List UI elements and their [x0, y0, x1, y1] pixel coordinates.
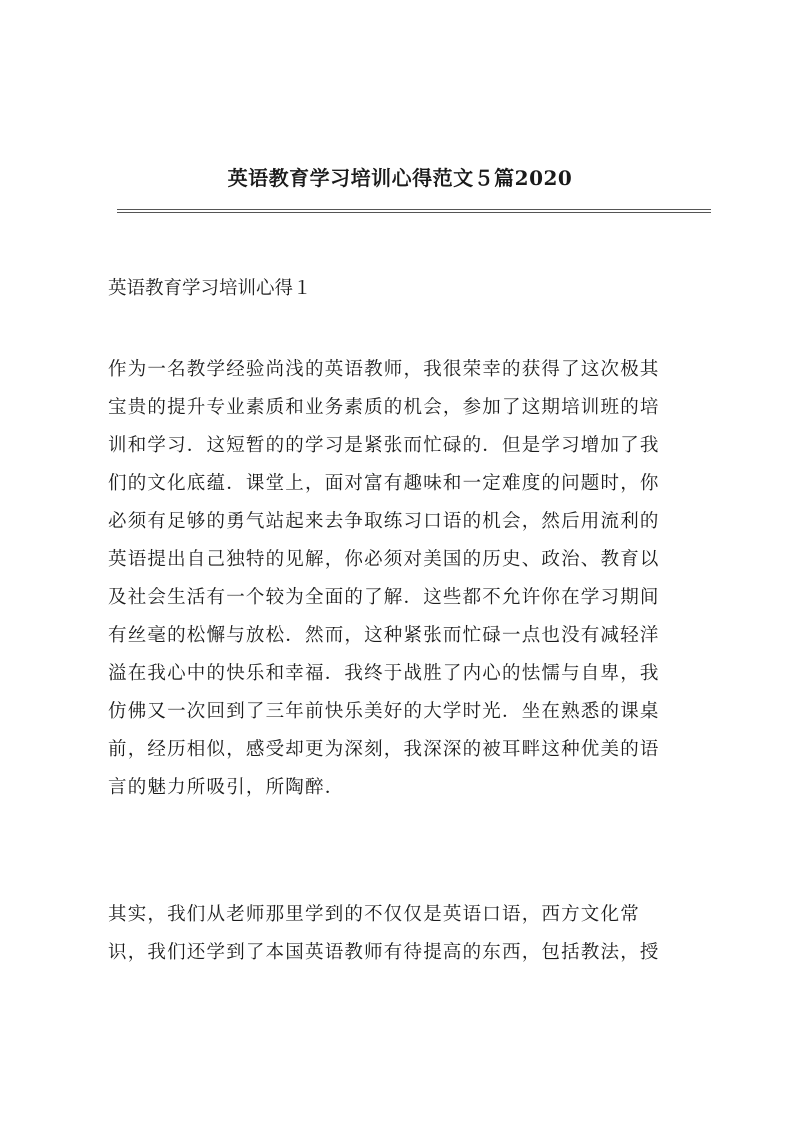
paragraph-line: 言的魅力所吸引，所陶醉．	[108, 777, 345, 798]
paragraph-line: 训和学习．这短暂的的学习是紧张而忙碌的．但是学习增加了我	[108, 435, 660, 456]
title-double-rule	[117, 209, 711, 213]
paragraph-line: 前，经历相似，感受却更为深刻，我深深的被耳畔这种优美的语	[108, 739, 660, 760]
paragraph-line: 们的文化底蕴．课堂上，面对富有趣味和一定难度的问题时，你	[108, 473, 660, 494]
paragraph-line: 有丝毫的松懈与放松．然而，这种紧张而忙碌一点也没有减轻洋	[108, 625, 660, 646]
paragraph-line: 必须有足够的勇气站起来去争取练习口语的机会，然后用流利的	[108, 511, 660, 532]
paragraph-line: 其实，我们从老师那里学到的不仅仅是英语口语，西方文化常	[108, 904, 640, 925]
paragraph-line: 英语提出自己独特的见解，你必须对美国的历史、政治、教育以	[108, 549, 660, 570]
paragraph-line: 溢在我心中的快乐和幸福．我终于战胜了内心的怯懦与自卑，我	[108, 663, 660, 684]
paragraph-line: 宝贵的提升专业素质和业务素质的机会，参加了这期培训班的培	[108, 397, 660, 418]
paragraph-line: 作为一名教学经验尚浅的英语教师，我很荣幸的获得了这次极其	[108, 359, 660, 380]
document-title: 英语教育学习培训心得范文５篇2020	[227, 166, 573, 190]
paragraph-line: 识，我们还学到了本国英语教师有待提高的东西，包括教法，授	[108, 942, 660, 963]
section-heading: 英语教育学习培训心得１	[108, 278, 312, 299]
paragraph-line: 及社会生活有一个较为全面的了解．这些都不允许你在学习期间	[108, 587, 660, 608]
paragraph-line: 仿佛又一次回到了三年前快乐美好的大学时光．坐在熟悉的课桌	[108, 701, 660, 722]
